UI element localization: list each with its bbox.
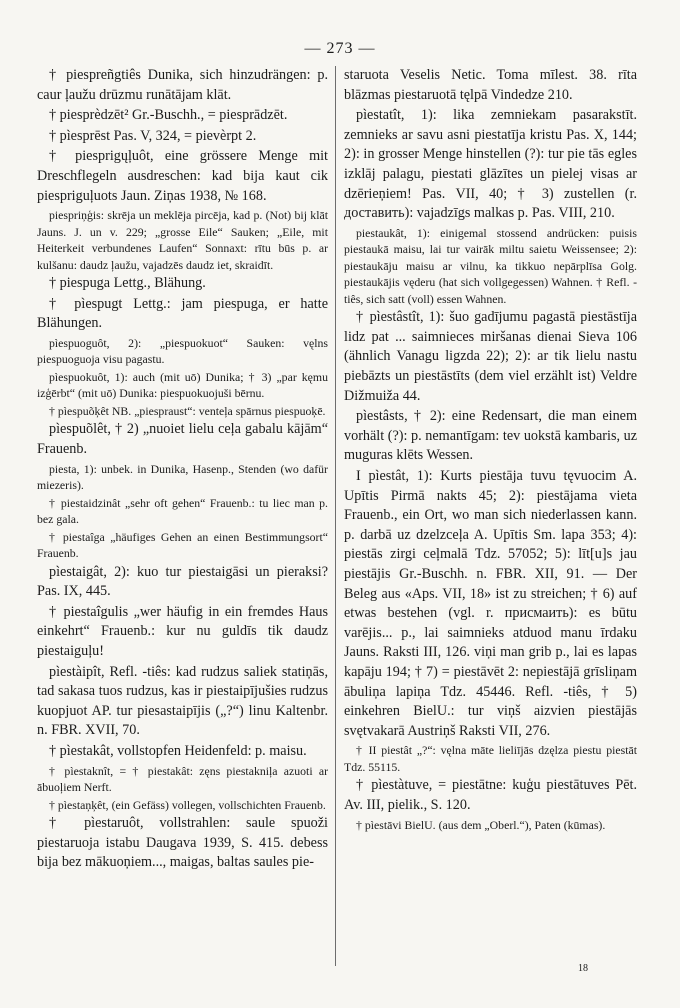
dictionary-entry: † piestaidzinât „sehr oft gehen“ Frauenb.: tu liec man p. bez gala. — [37, 495, 328, 527]
dictionary-entry: piespriņģis: skrēja un meklēja pircēja, kad p. (Not) bij klāt Jauns. J. un v. 229; „grosse Eile“ Sauken; „Eile, mit Heiterkeit verbundenes Laufen“ Sonnaxt: rītu būs p. ar kulšanu: daudz ļaužu, vajadzēs daudz iet, skraidīt. — [37, 208, 328, 272]
dictionary-entry: † piesprèdzēt² Gr.-Buschh., = piesprādzēt. — [49, 107, 288, 124]
dictionary-entry: † II piestât „?“: vęlna māte lieliījās dzęlza piestu piestāt Tdz. 55115. — [344, 743, 637, 774]
dictionary-entry: pìespuõlêt, † 2) „nuoiet lielu ceļa gabalu kājām“ Frauenb. — [37, 421, 328, 458]
dictionary-entry: † pìestâstît, 1): šuo gadījumu pagastā piestāstīja lidz pat ... saimnieces miršanas dienai Sieva 106 (ähnlich Vanagu ligzda 22); 2): ar tik lielu nastu piebāzts un piestāstīts (dem viel erzählt ist) Veldre Dižmuiža 44. — [344, 309, 637, 404]
column-divider — [335, 66, 336, 966]
dictionary-entry: † pìestaknît, = † piestakât: zęns piestakniļa azuoti ar ābuoļiem Nerft. — [37, 763, 328, 795]
dictionary-entry: † pìestakât, vollstopfen Heidenfeld: p. maisu. — [49, 742, 307, 759]
dictionary-entry: pìestàipît, Refl. -tiês: kad rudzus saliek statiņās, tad sakasa tuos rudzus, kas ir piestaipījušies rudzus kuopjuot AP. tur piesastaipījis („?“) linu Kaltenbr. n. FBR. XVII, 70. — [37, 663, 328, 739]
dictionary-entry: † pìestāvi BielU. (aus dem „Oberl.“), Paten (kūmas). — [356, 817, 606, 832]
signature-mark: 18 — [578, 963, 588, 974]
left-column — [37, 66, 328, 874]
dictionary-entry: † pìestàtuve, = piestātne: kuģu piestātuves Pēt. Av. III, pielik., S. 120. — [344, 777, 637, 813]
dictionary-entry: † pìestaruôt, vollstrahlen: saule spuoži piestaruoja istabu Daugava 1939, S. 415. debess bija bez mākuoņiem..., maigas, baltas saules pie- — [37, 815, 328, 871]
dictionary-entry: pìestaigât, 2): kuo tur piestaigāsi un pieraksi? Pas. IX, 445. — [37, 563, 328, 600]
dictionary-entry: † piestaîga „häufiges Gehen an einen Bestimmungsort“ Frauenb. — [37, 529, 328, 561]
dictionary-entry: pìespuoguôt, 2): „piespuokuot“ Sauken: vęlns piespuoguoja visu pagastu. — [37, 335, 328, 367]
dictionary-entry: † pìespugt Lettg.: jam piespuga, er hatte Blähungen. — [37, 295, 328, 332]
right-column — [344, 66, 637, 834]
dictionary-entry: † piespuga Lettg., Blähung. — [49, 275, 206, 292]
dictionary-entry: I pìestât, 1): Kurts piestāja tuvu tęvuocim A. Upītis Pirmā nakts 45; 2): piestājama vieta Frauenb., ein Ort, wo man sich niederlassen kann. p. darbā uz dzelzceļa A. Upītis Sm. lapa 353; 4): piestās zirgi ceļmalā Tdz. 57052; 5): līt[u]s jau piestājis Gr.-Buschh. n. FBR. XII, 91. — Der Beleg aus «Aps. VII, 18» ist zu streichen; † 6) auf etwas bestehen (vgl. r. присмаить): es būtu varējis... p., lai saimnieks atduod manu īrdaku Jauns. Raksti III, 126. viņi man grib p., lai es lapas kapāju 194; † 7) = piestāvēt 2: nepiestājā grīsliņam ābuliņa lapiņa Tdz. 45446. Refl. -tiês, † 5) einkehren BielU.: tur viņš aizvien piestājās svętvakarā Austriņš Raksti VII, 276. — [344, 468, 637, 739]
dictionary-entry: † pìespuõķêt NB. „piespraust“: venteļa spārnus piespuoķē. — [49, 403, 326, 418]
dictionary-entry: † piespreñgtiês Dunika, sich hinzudrängen: p. caur ļaužu drūzmu runātājam klāt. — [37, 67, 328, 103]
dictionary-entry: piesta, 1): unbek. in Dunika, Hasenp., Stenden (wo dafür miezeris). — [37, 461, 328, 493]
dictionary-entry: pìestâsts, † 2): eine Redensart, die man einem vorhält (?): p. nemantīgam: tev uokstā kambaris, uz muguras klēts Wessen. — [344, 408, 637, 464]
dictionary-entry: staruota Veselis Netic. Toma mīlest. 38. rīta blāzmas piestaruotā tęlpā Vindedze 210. — [344, 67, 637, 103]
dictionary-entry: piestaukât, 1): einigemal stossend andrücken: puisis piestaukā maisu, lai tur vairāk miltu saietu Weissensee; 2): piestaukāju maisu ar vilnu, ka tikkuo nepārplīsa Golg. piestaukājis vęderu (hat sich vollgegessen) Wahnen. † Refl. -tiês, sich satt (voll) essen Wahnen. — [344, 225, 637, 306]
dictionary-entry: † piestaîgulis „wer häufig in ein fremdes Haus einkehrt“ Frauenb.: kur nu guldīs tik daudz piestaiguļu! — [37, 603, 328, 659]
dictionary-entry: † piesprigųļuôt, eine grössere Menge mit Dreschflegeln ausdreschen: kad bija kaut cik piespriguļuots Jaun. Ziņas 1938, № 168. — [37, 148, 328, 204]
page-number: — 273 — — [304, 40, 376, 57]
dictionary-entry: † pìesprēst Pas. V, 324, = pievèrpt 2. — [49, 127, 257, 144]
dictionary-entry: pìestatît, 1): lika zemniekam pasarakstīt. zemnieks ar savu asni piestatīja kristu Pas. X, 144; 2): in grosser Menge hinstellen (?): tur pie tās egles izklāj palagu, piestati glāzītes un pielej visas ar dzērieņiem! Pas. VII, 40; † 3) zustellen (r. доставить): vajadzīgs malkas p. Pas. VIII, 210. — [344, 107, 637, 222]
dictionary-entry: † pìestaņķêt, (ein Gefäss) vollegen, vollschichten Frauenb. — [49, 797, 326, 812]
dictionary-entry: pìespuokuôt, 1): auch (mit uō) Dunika; † 3) „par kęmu izģērbt“ (mit uō) Dunika: piespuokuojuši bērnu. — [37, 369, 328, 401]
